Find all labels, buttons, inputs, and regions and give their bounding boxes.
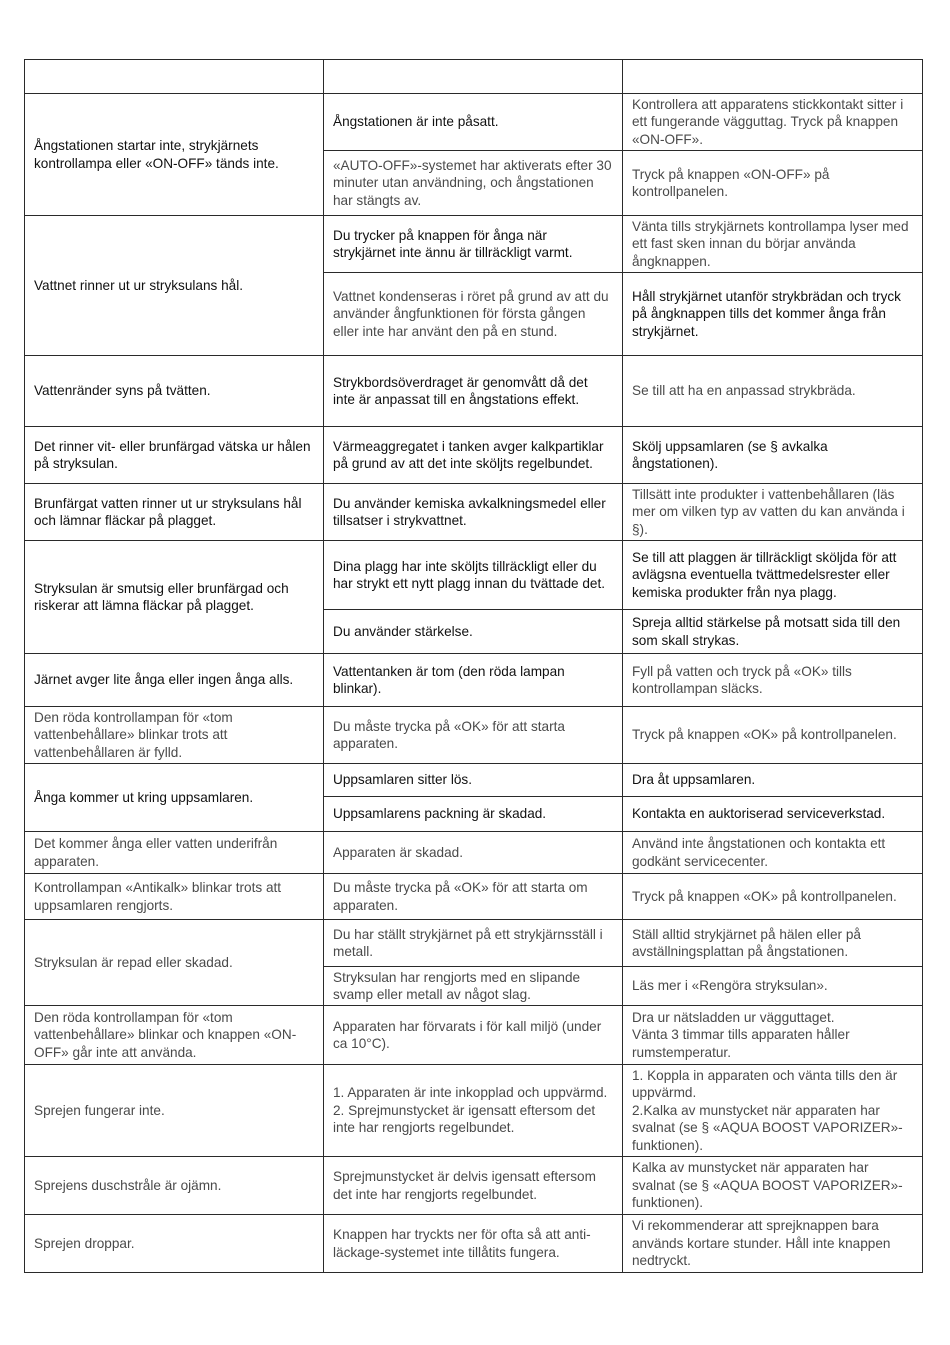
remedy-cell: Dra ur nätsladden ur vägguttaget. Vänta 3 timmar tills apparaten håller rumstemperatur. <box>623 1006 923 1065</box>
table-row <box>25 832 923 874</box>
table-row <box>25 94 923 151</box>
problem-cell: Sprejen fungerar inte. <box>25 1065 324 1157</box>
remedy-cell: Använd inte ångstationen och kontakta ett godkänt servicecenter. <box>623 832 923 874</box>
problem-cell: Järnet avger lite ånga eller ingen ånga alls. <box>25 654 324 707</box>
remedy-cell: Tillsätt inte produkter i vattenbehållaren (läs mer om vilken typ av vatten du kan använda i §). <box>623 484 923 541</box>
remedy-cell: Läs mer i «Rengöra stryksulan». <box>623 967 923 1006</box>
remedy-cell: Håll strykjärnet utanför strykbrädan och tryck på ångknappen tills det kommer ånga från strykjärnet. <box>623 273 923 356</box>
header-row <box>25 60 923 94</box>
cause-cell: Uppsamlarens packning är skadad. <box>324 797 623 832</box>
table-row <box>25 216 923 273</box>
remedy-cell: Skölj uppsamlaren (se § avkalka ångstationen). <box>623 427 923 484</box>
problem-cell: Brunfärgat vatten rinner ut ur stryksulans hål och lämnar fläckar på plagget. <box>25 484 324 541</box>
header-cell-problem <box>25 60 324 94</box>
table-row <box>25 764 923 797</box>
table-row <box>25 1215 923 1273</box>
cause-cell: Du måste trycka på «OK» för att starta apparaten. <box>324 707 623 764</box>
problem-cell: Stryksulan är repad eller skadad. <box>25 920 324 1006</box>
cause-cell: Du har ställt strykjärnet på ett strykjärnsställ i metall. <box>324 920 623 967</box>
table-row <box>25 427 923 484</box>
remedy-cell: Tryck på knappen «OK» på kontrollpanelen. <box>623 874 923 920</box>
cause-cell: Vattentanken är tom (den röda lampan blinkar). <box>324 654 623 707</box>
problem-cell: Kontrollampan «Antikalk» blinkar trots att uppsamlaren rengjorts. <box>25 874 324 920</box>
remedy-cell: 1. Koppla in apparaten och vänta tills den är uppvärmd. 2.Kalka av munstycket när apparaten har svalnat (se § «AQUA BOOST VAPORIZER»-funktionen). <box>623 1065 923 1157</box>
cause-cell: Dina plagg har inte sköljts tillräckligt eller du har strykt ett nytt plagg innan du tvättade det. <box>324 541 623 610</box>
remedy-cell: Dra åt uppsamlaren. <box>623 764 923 797</box>
problem-cell: Ångstationen startar inte, strykjärnets kontrollampa eller «ON-OFF» tänds inte. <box>25 94 324 216</box>
cause-cell: Sprejmunstycket är delvis igensatt eftersom det inte har rengjorts regelbundet. <box>324 1157 623 1215</box>
problem-cell: Sprejen droppar. <box>25 1215 324 1273</box>
table-row <box>25 484 923 541</box>
cause-cell: «AUTO-OFF»-systemet har aktiverats efter 30 minuter utan användning, och ångstationen har stängts av. <box>324 151 623 216</box>
table-row <box>25 707 923 764</box>
header-cell-cause <box>324 60 623 94</box>
problem-cell: Vattnet rinner ut ur stryksulans hål. <box>25 216 324 356</box>
remedy-cell: Ställ alltid strykjärnet på hälen eller på avställningsplattan på ångstationen. <box>623 920 923 967</box>
remedy-cell: Kalka av munstycket när apparaten har svalnat (se § «AQUA BOOST VAPORIZER»-funktionen). <box>623 1157 923 1215</box>
remedy-cell: Kontrollera att apparatens stickkontakt sitter i ett fungerande vägguttag. Tryck på knappen «ON-OFF». <box>623 94 923 151</box>
table-row <box>25 356 923 427</box>
cause-cell: Stryksulan har rengjorts med en slipande svamp eller metall av något slag. <box>324 967 623 1006</box>
cause-cell: Ångstationen är inte påsatt. <box>324 94 623 151</box>
table-row <box>25 920 923 967</box>
remedy-cell: Tryck på knappen «OK» på kontrollpanelen. <box>623 707 923 764</box>
remedy-cell: Se till att ha en anpassad strykbräda. <box>623 356 923 427</box>
remedy-cell: Fyll på vatten och tryck på «OK» tills kontrollampan släcks. <box>623 654 923 707</box>
problem-cell: Det kommer ånga eller vatten underifrån apparaten. <box>25 832 324 874</box>
problem-cell: Sprejens duschstråle är ojämn. <box>25 1157 324 1215</box>
cause-cell: Du använder kemiska avkalkningsmedel eller tillsatser i strykvattnet. <box>324 484 623 541</box>
problem-cell: Den röda kontrollampan för «tom vattenbehållare» blinkar trots att vattenbehållaren är fylld. <box>25 707 324 764</box>
table-row <box>25 1006 923 1065</box>
problem-cell: Vattenränder syns på tvätten. <box>25 356 324 427</box>
cause-cell: 1. Apparaten är inte inkopplad och uppvärmd. 2. Sprejmunstycket är igensatt eftersom det inte har rengjorts regelbundet. <box>324 1065 623 1157</box>
cause-cell: Apparaten är skadad. <box>324 832 623 874</box>
problem-cell: Stryksulan är smutsig eller brunfärgad och riskerar att lämna fläckar på plagget. <box>25 541 324 654</box>
cause-cell: Uppsamlaren sitter lös. <box>324 764 623 797</box>
remedy-cell: Se till att plaggen är tillräckligt sköljda för att avlägsna eventuella tvättmedelsrester eller kemiska produkter från nya plagg. <box>623 541 923 610</box>
table-body <box>25 60 923 1273</box>
table-row <box>25 1065 923 1157</box>
remedy-cell: Kontakta en auktoriserad serviceverkstad. <box>623 797 923 832</box>
cause-cell: Apparaten har förvarats i för kall miljö (under ca 10°C). <box>324 1006 623 1065</box>
problem-cell: Den röda kontrollampan för «tom vattenbehållare» blinkar och knappen «ON-OFF» går inte att använda. <box>25 1006 324 1065</box>
remedy-cell: Tryck på knappen «ON-OFF» på kontrollpanelen. <box>623 151 923 216</box>
table-row <box>25 874 923 920</box>
cause-cell: Värmeaggregatet i tanken avger kalkpartiklar på grund av att det inte sköljts regelbundet. <box>324 427 623 484</box>
remedy-cell: Vänta tills strykjärnets kontrollampa lyser med ett fast sken innan du börjar använda ångknappen. <box>623 216 923 273</box>
problem-cell: Ånga kommer ut kring uppsamlaren. <box>25 764 324 832</box>
cause-cell: Du måste trycka på «OK» för att starta om apparaten. <box>324 874 623 920</box>
cause-cell: Knappen har tryckts ner för ofta så att anti-läckage-systemet inte tillåtits fungera. <box>324 1215 623 1273</box>
cause-cell: Strykbordsöverdraget är genomvått då det inte är anpassat till en ångstations effekt. <box>324 356 623 427</box>
remedy-cell: Spreja alltid stärkelse på motsatt sida till den som skall strykas. <box>623 610 923 654</box>
table-row <box>25 654 923 707</box>
cause-cell: Du använder stärkelse. <box>324 610 623 654</box>
table-row <box>25 541 923 610</box>
cause-cell: Vattnet kondenseras i röret på grund av att du använder ångfunktionen för första gången eller inte har använt den på en stund. <box>324 273 623 356</box>
table-row <box>25 1157 923 1215</box>
troubleshooting-table <box>24 59 923 1273</box>
header-cell-remedy <box>623 60 923 94</box>
cause-cell: Du trycker på knappen för ånga när strykjärnet inte ännu är tillräckligt varmt. <box>324 216 623 273</box>
remedy-cell: Vi rekommenderar att sprejknappen bara används kortare stunder. Håll inte knappen nedtryckt. <box>623 1215 923 1273</box>
problem-cell: Det rinner vit- eller brunfärgad vätska ur hålen på stryksulan. <box>25 427 324 484</box>
